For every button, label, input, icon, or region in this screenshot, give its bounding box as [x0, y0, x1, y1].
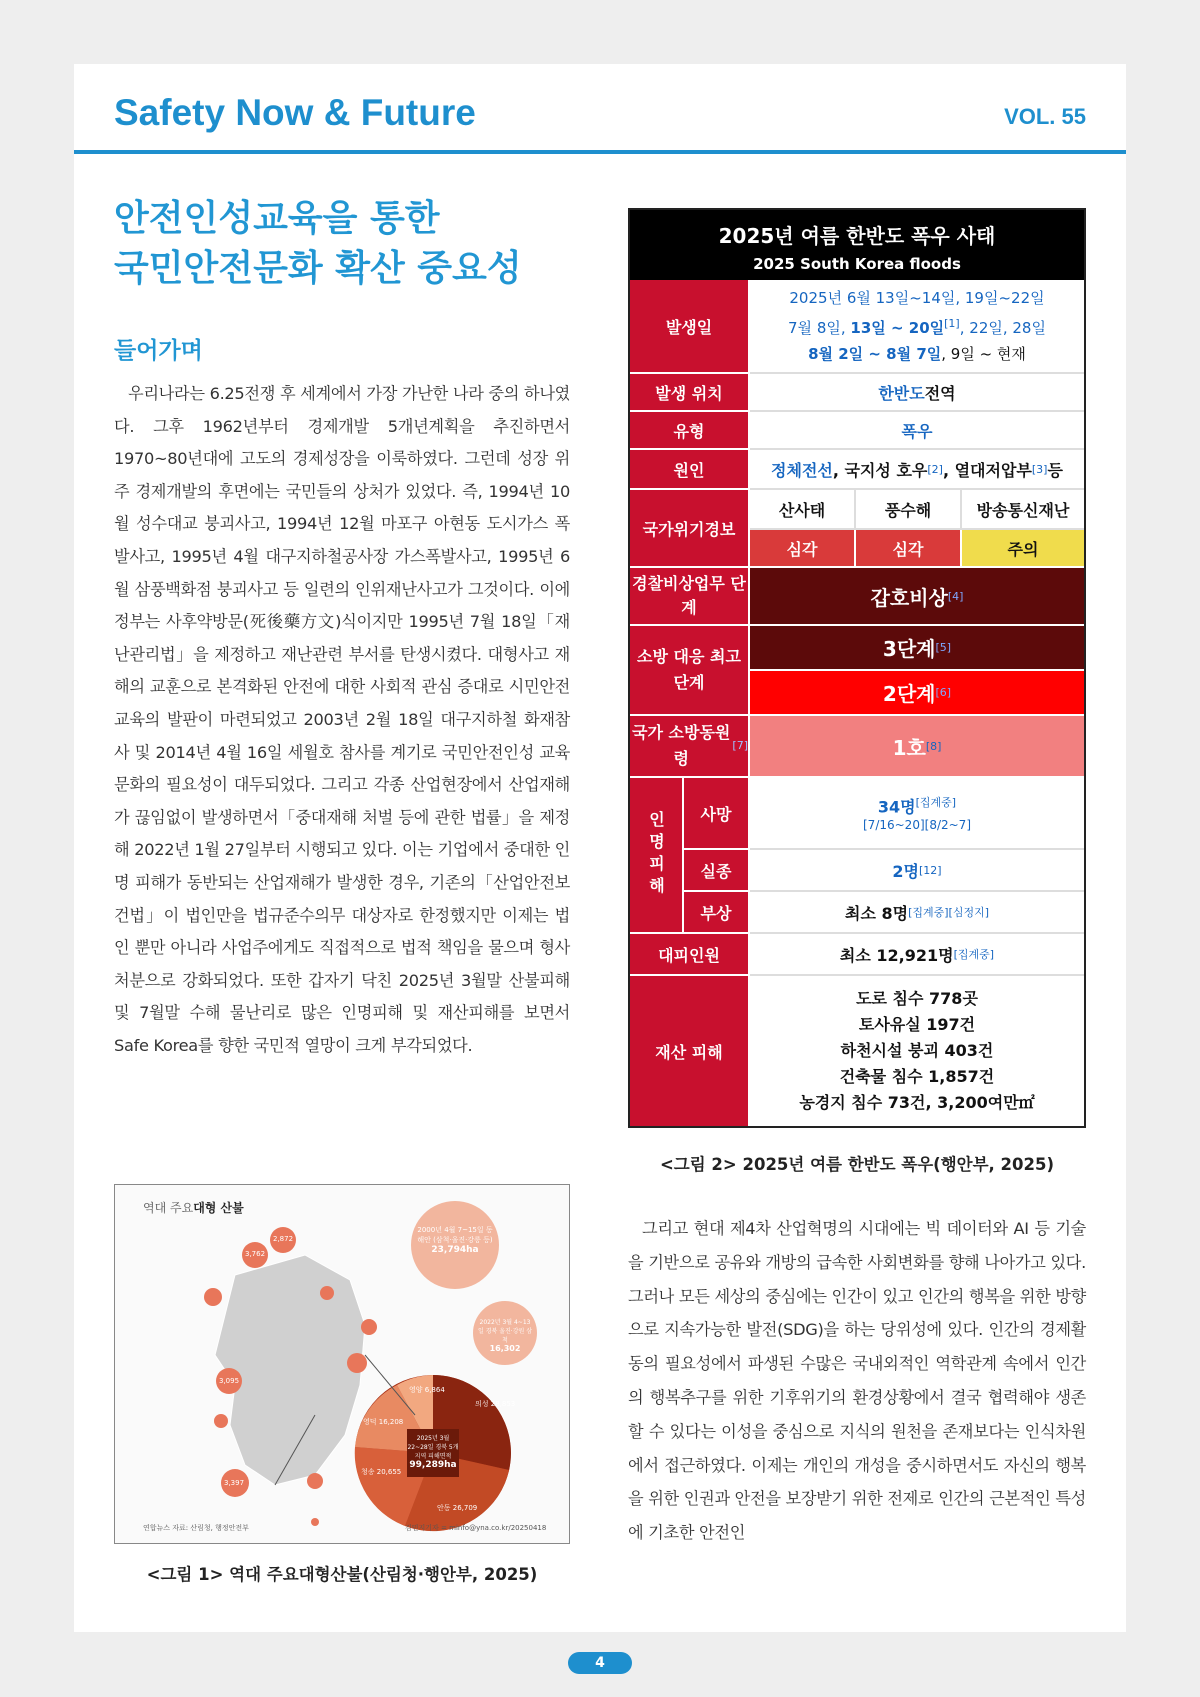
article-title-line-2: 국민안전문화 확산 중요성 [114, 248, 522, 289]
row-label-type: 유형 [630, 412, 750, 450]
row-value-property: 도로 침수 778곳 토사유실 197건 하천시설 붕괴 403건 건축물 침수 1,857건 농경지 침수 73건, 3,200여만㎡ [750, 976, 1084, 1126]
section-heading: 들어가며 [114, 338, 203, 364]
fire-bubble [347, 1353, 367, 1373]
fire-bubble [311, 1518, 319, 1526]
fire-bubble [320, 1286, 334, 1300]
row-label-deaths: 사망 [684, 778, 750, 850]
article-title [114, 194, 574, 294]
alert-level-severe: 심각 [750, 530, 856, 568]
alert-level-caution: 주의 [962, 530, 1084, 568]
header-divider [74, 150, 1126, 154]
row-label-date: 발생일 [630, 280, 750, 374]
row-label-casualties: 인명피해 [630, 778, 684, 934]
alert-col-broadcast: 방송통신재난 [962, 490, 1084, 530]
row-label-mobilization: 국가 소방동원령 [7] [630, 716, 750, 778]
row-label-police: 경찰비상업무 단계 [630, 568, 750, 626]
body-text-left: 우리나라는 6.25전쟁 후 세계에서 가장 가난한 나라 중의 하나였다. 그후 1962년부터 경제개발 5개년계획을 추진하면서 1970~80년대에 고도의 경제성장을 이룩하였다. 그런데 성장 위주 경제개발의 후면에는 국민들의 상처가 있었다. 즉, 1994년 10월 성수대교 붕괴사고, 1994년 12월 마포구 아현동 도시가스 폭발사고, 1995년 4월 대구지하철공사장 가스폭발사고, 1995년 6월 삼풍백화점 붕괴사고 등 일련의 인위재난사고가 그것이다. 이에 정부는 사후약방문(死後藥方文)식이지만 1995년 7월 18일「재난관리법」을 제정하고 재난관련 부서를 탄생시켰다. 대형사고 재해의 교훈으로 본격화된 안전에 대한 사회적 관심 증대로 시민안전교육의 발판이 마련되었고 2003년 2월 18일 대구지하철 화재참사 및 2014년 4월 16일 세월호 참사를 계기로 국민안전인성 교육문화의 필요성이 대두되었다. 그리고 각종 산업현장에서 산업재해가 끊임없이 발생하면서「중대재해 처벌 등에 관한 법률」을 제정해 2022년 1월 27일부터 시행되고 있다. 이는 기업에서 중대한 인명 피해가 동반되는 산업재해가 발생한 경우, 기존의「산업안전보건법」이 법인만을 법규준수의무 대상자로 한정했지만 이제는 법인 뿐만 아니라 사업주에게도 직접적으로 법적 책임을 물으며 형사처분으로 강화되었다. 또한 갑자기 닥친 2025년 3월말 산불피해 및 7월말 수해 물난리로 많은 인명피해 및 재산피해를 보면서 Safe Korea를 향한 국민적 열망이 크게 부각되었다. [114, 384, 570, 1055]
pie-label: 영양 6,864 [409, 1386, 445, 1394]
row-label-property: 재산 피해 [630, 976, 750, 1126]
flood-info-table [628, 208, 1086, 1128]
row-label-missing: 실종 [684, 850, 750, 892]
pie-label: 영덕 16,208 [363, 1418, 404, 1426]
row-value-date: 2025년 6월 13일~14일, 19일~22일 7월 8일, 13일 ~ 20일[1], 22일, 28일 8월 2일 ~ 8월 7일, 9일 ~ 현재 [750, 280, 1084, 374]
body-text-right: 그리고 현대 제4차 산업혁명의 시대에는 빅 데이터와 AI 등 기술을 기반으로 공유와 개방의 급속한 사회변화를 향해 나아가고 있다. 그러나 모든 세상의 중심에는 인간이 있고 인간의 행복을 위한 방향으로 지속가능한 발전(SDG)을 하는 당위성에 있다. 인간의 경제활동의 필요성에서 파생된 수많은 국내외적인 역학관계 속에서 인간의 행복추구를 위한 기후위기의 환경상황에서 결국 협력해야 생존할 수 있다는 이성을 중심으로 지식의 원천을 존재보다는 인식차원에서 접근하였다. 이제는 개인의 개성을 중시하면서도 자신의 행복을 위한 인권과 안전을 보장받기 위한 전제로 인간의 근본적인 특성에 기초한 안전인 [628, 1219, 1086, 1543]
pie-label: 안동 26,709 [437, 1504, 478, 1512]
row-value-mobilization: 1호 [8] [750, 716, 1084, 778]
korea-map-graphic [115, 1185, 570, 1544]
alert-col-landslide: 산사태 [750, 490, 856, 530]
bubble-label: 2,872 [273, 1235, 294, 1243]
volume-label: VOL. 55 [1004, 104, 1086, 129]
magazine-title: Safety Now & Future [114, 92, 476, 133]
row-label-injured: 부상 [684, 892, 750, 934]
fig1-credit: 김민지기자 = minfo@yna.co.kr/20250418 [405, 1524, 547, 1532]
korea-map-shape [215, 1255, 365, 1485]
row-value-type: 폭우 [750, 412, 1084, 450]
pie-label: 의성 28,853 [475, 1400, 516, 1408]
pie-label: 청송 20,655 [361, 1468, 402, 1476]
fig1-title: 역대 주요대형 산불 [143, 1201, 244, 1215]
row-value-police: 갑호비상 [4] [750, 568, 1084, 626]
row-value-deaths: 34명[집계중] [7/16~20][8/2~7] [750, 778, 1084, 850]
table-header [630, 210, 1084, 280]
table-subtitle: 2025 South Korea floods [753, 255, 961, 273]
row-value-location: 한반도 전역 [750, 374, 1084, 412]
row-value-fire-level-2: 2단계 [6] [750, 671, 1084, 716]
row-label-location: 발생 위치 [630, 374, 750, 412]
fire-bubble [361, 1319, 377, 1335]
figure-1-caption: <그림 1> 역대 주요대형산불(산림청·행안부, 2025) [146, 1565, 538, 1584]
fire-bubble [214, 1414, 228, 1428]
article-title-line-1: 안전인성교육을 통한 [114, 198, 440, 239]
alert-level-severe: 심각 [856, 530, 962, 568]
table-title: 2025년 여름 한반도 폭우 사태 [718, 224, 996, 248]
row-value-cause: 정체전선 , 국지성 호우 [2] , 열대저압부 [3] 등 [750, 450, 1084, 490]
row-label-alert: 국가위기경보 [630, 490, 750, 568]
big-bubble-text: 2000년 4월 7~15일 동해안 (삼척·울진·강릉 등) 23,794ha [417, 1226, 493, 1255]
alert-col-storm: 풍수해 [856, 490, 962, 530]
page-number: 4 [568, 1652, 632, 1674]
row-label-fire: 소방 대응 최고 단계 [630, 626, 750, 716]
fire-bubble [307, 1473, 323, 1489]
forest-fire-figure [114, 1184, 570, 1544]
row-value-injured: 최소 8명 [집계중][심정지] [750, 892, 1084, 934]
row-label-evacuees: 대피인원 [630, 934, 750, 976]
row-value-missing: 2명 [12] [750, 850, 1084, 892]
figure-2-caption: <그림 2> 2025년 여름 한반도 폭우(행안부, 2025) [659, 1155, 1054, 1174]
bubble-label: 3,397 [224, 1479, 245, 1487]
fire-bubble [204, 1288, 222, 1306]
row-value-fire-level-3: 3단계 [5] [750, 626, 1084, 671]
bubble-label: 3,095 [219, 1377, 240, 1385]
side-bubble-text: 2022년 3월 4~13일 경북 울진·강원 삼척 16,302 [478, 1319, 532, 1353]
row-label-cause: 원인 [630, 450, 750, 490]
pie-center-text: 2025년 3월22~28일 경북 5개 지역 피해면적 99,289ha [407, 1435, 459, 1470]
row-value-evacuees: 최소 12,921명 [집계중] [750, 934, 1084, 976]
fig1-source: 연합뉴스 자료: 산림청, 행정안전부 [143, 1524, 249, 1532]
page [74, 64, 1126, 1632]
bubble-label: 3,762 [245, 1250, 266, 1258]
